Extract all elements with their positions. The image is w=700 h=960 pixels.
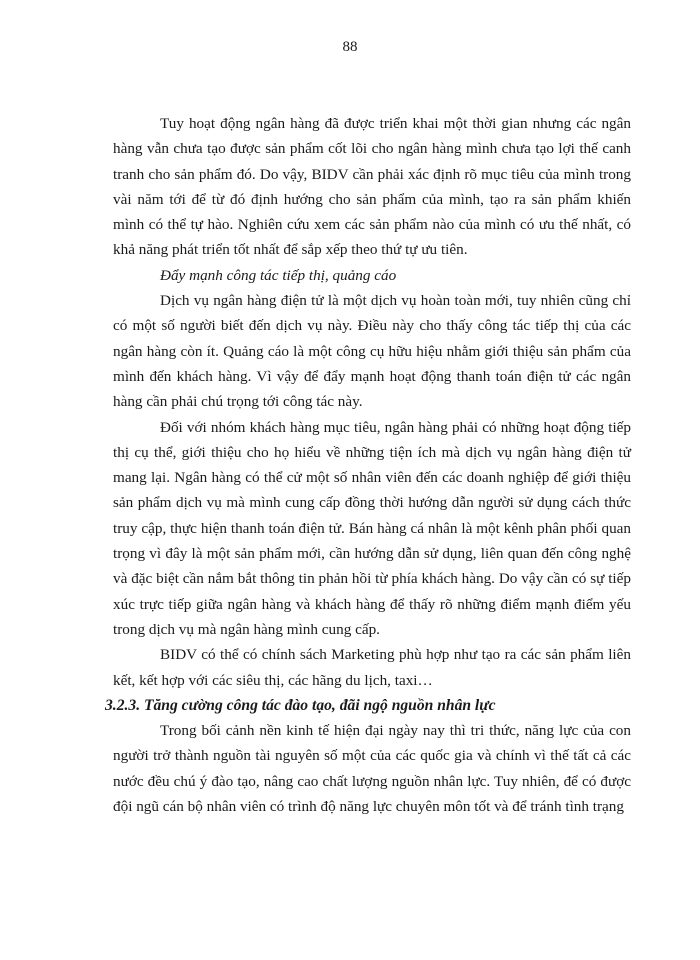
subheading-marketing: Đẩy mạnh công tác tiếp thị, quảng cáo: [160, 266, 397, 284]
paragraph-target-customers: Đối với nhóm khách hàng mục tiêu, ngân hàng phải có những hoạt động tiếp thị cụ thể, giới thiệu cho họ hiểu về những tiện ích mà dịch vụ ngân hàng điện tử mang lại. Ngân hàng có thể cử một số nhân viên đến các doanh nghiệp để giới thiệu sản phẩm dịch vụ mà mình cung cấp đồng thời hướng dẫn người sử dụng cách thức truy cập, thực hiện thanh toán điện tử. Bán hàng cá nhân là một kênh phân phối quan trọng vì đây là một sản phẩm mới, cần hướng dẫn sử dụng, liên quan đến công nghệ và đặc biệt cần nắm bắt thông tin phản hồi từ phía khách hàng. Do vậy cần có sự tiếp xúc trực tiếp giữa ngân hàng và khách hàng để thấy rõ những điểm mạnh điểm yếu trong dịch vụ mà ngân hàng mình cung cấp.: [113, 418, 631, 638]
document-body: [105, 111, 631, 819]
page-number: 88: [342, 39, 358, 55]
paragraph-human-resources: Trong bối cảnh nền kinh tế hiện đại ngày nay thì tri thức, năng lực của con người trở thành nguồn tài nguyên số một của các quốc gia và chính vì thế tất cả các nước đều chú ý đào tạo, nâng cao chất lượng nguồn nhân lực. Tuy nhiên, để có được đội ngũ cán bộ nhân viên có trình độ năng lực chuyên môn tốt và để tránh tình trạng: [113, 722, 631, 816]
paragraph-bidv-marketing: BIDV có thể có chính sách Marketing phù hợp như tạo ra các sản phẩm liên kết, kết hợp với các siêu thị, các hãng du lịch, taxi…: [113, 646, 631, 689]
paragraph-advertising: Dịch vụ ngân hàng điện tử là một dịch vụ hoàn toàn mới, tuy nhiên cũng chỉ có một số người biết đến dịch vụ này. Điều này cho thấy công tác tiếp thị của các ngân hàng còn ít. Quảng cáo là một công cụ hữu hiệu nhằm giới thiệu sản phẩm của mình đến khách hàng. Vì vậy để đẩy mạnh hoạt động thanh toán điện tử các ngân hàng cần phải chú trọng tới công tác này.: [113, 292, 631, 411]
section-heading-3-2-3: 3.2.3. Tăng cường công tác đào tạo, đãi ngộ nguồn nhân lực: [105, 696, 496, 714]
paragraph-core-products: Tuy hoạt động ngân hàng đã được triển khai một thời gian nhưng các ngân hàng vẫn chưa tạo được sản phẩm cốt lõi cho ngân hàng mình chưa tạo lợi thế canh tranh cho sản phẩm đó. Do vậy, BIDV cần phải xác định rõ mục tiêu của mình trong vài năm tới để từ đó định hướng cho sản phẩm của mình, tạo ra sản phẩm khiến mình có thể tự hào. Nghiên cứu xem các sản phẩm nào của mình có ưu thế nhất, có khả năng phát triển tốt nhất để sắp xếp theo thứ tự ưu tiên.: [113, 115, 631, 259]
